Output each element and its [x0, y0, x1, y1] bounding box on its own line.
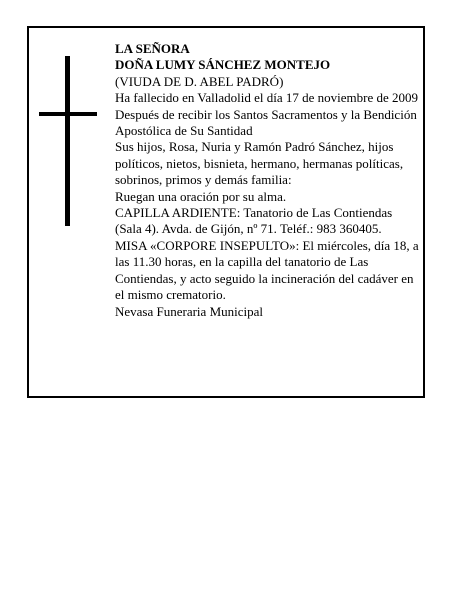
widow-line: (VIUDA DE D. ABEL PADRÓ)	[115, 73, 284, 89]
notice-title: LA SEÑORA	[115, 41, 190, 56]
deceased-name: DOÑA LUMY SÁNCHEZ MONTEJO	[115, 57, 331, 73]
funeral-home-line: Nevasa Funeraria Municipal	[115, 303, 264, 319]
cross-vertical-bar	[65, 56, 70, 226]
notice-text	[115, 41, 421, 320]
death-date-line: Ha fallecido en Valladolid el día 17 de noviembre de 2009	[115, 90, 418, 106]
prayer-line: Ruegan una oración por su alma.	[115, 188, 287, 204]
obituary-notice	[27, 26, 425, 398]
sacraments-line: Después de recibir los Santos Sacramentos y la Bendición Apostólica de Su Santidad	[115, 106, 417, 139]
latin-cross-icon	[39, 56, 97, 226]
cross-horizontal-bar	[39, 112, 97, 116]
mass-line: MISA «CORPORE INSEPULTO»: El miércoles, día 18, a las 11.30 horas, en la capilla del tanatorio de Las Contiendas, y acto seguido la incineración del cadáver en el mismo crematorio.	[115, 237, 419, 303]
chapel-line: CAPILLA ARDIENTE: Tanatorio de Las Contiendas (Sala 4). Avda. de Gijón, nº 71. Teléf.: 983 360405.	[115, 205, 393, 237]
family-line: Sus hijos, Rosa, Nuria y Ramón Padró Sánchez, hijos políticos, nietos, bisnieta, hermano, hermanas políticas, sobrinos, primos y demás familia:	[115, 139, 404, 188]
